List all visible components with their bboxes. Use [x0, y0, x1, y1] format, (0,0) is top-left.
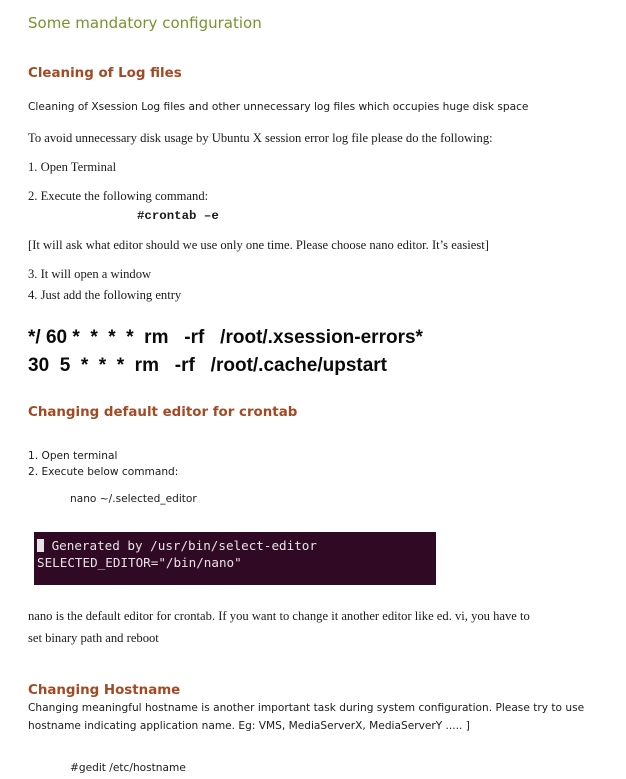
log-step-3: 3. It will open a window: [28, 267, 152, 281]
terminal-cursor-icon: [37, 539, 44, 552]
editor-step-1: 1. Open terminal: [28, 450, 118, 462]
crontab-command: #crontab –e: [137, 209, 219, 223]
section-heading-hostname: Changing Hostname: [28, 683, 181, 698]
cron-entry-line-2: 30 5 * * * rm -rf /root/.cache/upstart: [28, 355, 387, 376]
section-heading-log-cleaning: Cleaning of Log files: [28, 66, 182, 81]
hostname-command: #gedit /etc/hostname: [70, 762, 186, 774]
selected-editor-command: nano ~/.selected_editor: [70, 493, 197, 505]
editor-paragraph-line-1: nano is the default editor for crontab. If you want to change it another editor like ed. vi, you have to: [28, 609, 530, 623]
terminal-screenshot: [34, 532, 436, 585]
log-cleaning-intro: Cleaning of Xsession Log files and other unnecessary log files which occupies huge disk space: [28, 101, 529, 113]
log-cleaning-lead: To avoid unnecessary disk usage by Ubuntu X session error log file please do the following:: [28, 131, 493, 145]
log-step-2: 2. Execute the following command:: [28, 189, 209, 203]
log-editor-note: [It will ask what editor should we use only one time. Please choose nano editor. It’s easiest]: [28, 238, 489, 252]
editor-step-2: 2. Execute below command:: [28, 466, 179, 478]
terminal-line-1: Generated by /usr/bin/select-editor: [37, 538, 317, 553]
cron-entry-line-1: */ 60 * * * * rm -rf /root/.xsession-errors*: [28, 327, 423, 348]
log-step-4: 4. Just add the following entry: [28, 288, 182, 302]
hostname-line-1: Changing meaningful hostname is another important task during system configuration. Please try to use: [28, 702, 585, 714]
page-title: Some mandatory configuration: [28, 14, 262, 32]
log-step-1: 1. Open Terminal: [28, 160, 117, 174]
section-heading-editor-change: Changing default editor for crontab: [28, 405, 298, 420]
terminal-line-2: SELECTED_EDITOR="/bin/nano": [37, 555, 242, 570]
hostname-line-2: hostname indicating application name. Eg: VMS, MediaServerX, MediaServerY ..... ]: [28, 720, 470, 732]
editor-paragraph-line-2: set binary path and reboot: [28, 631, 159, 645]
